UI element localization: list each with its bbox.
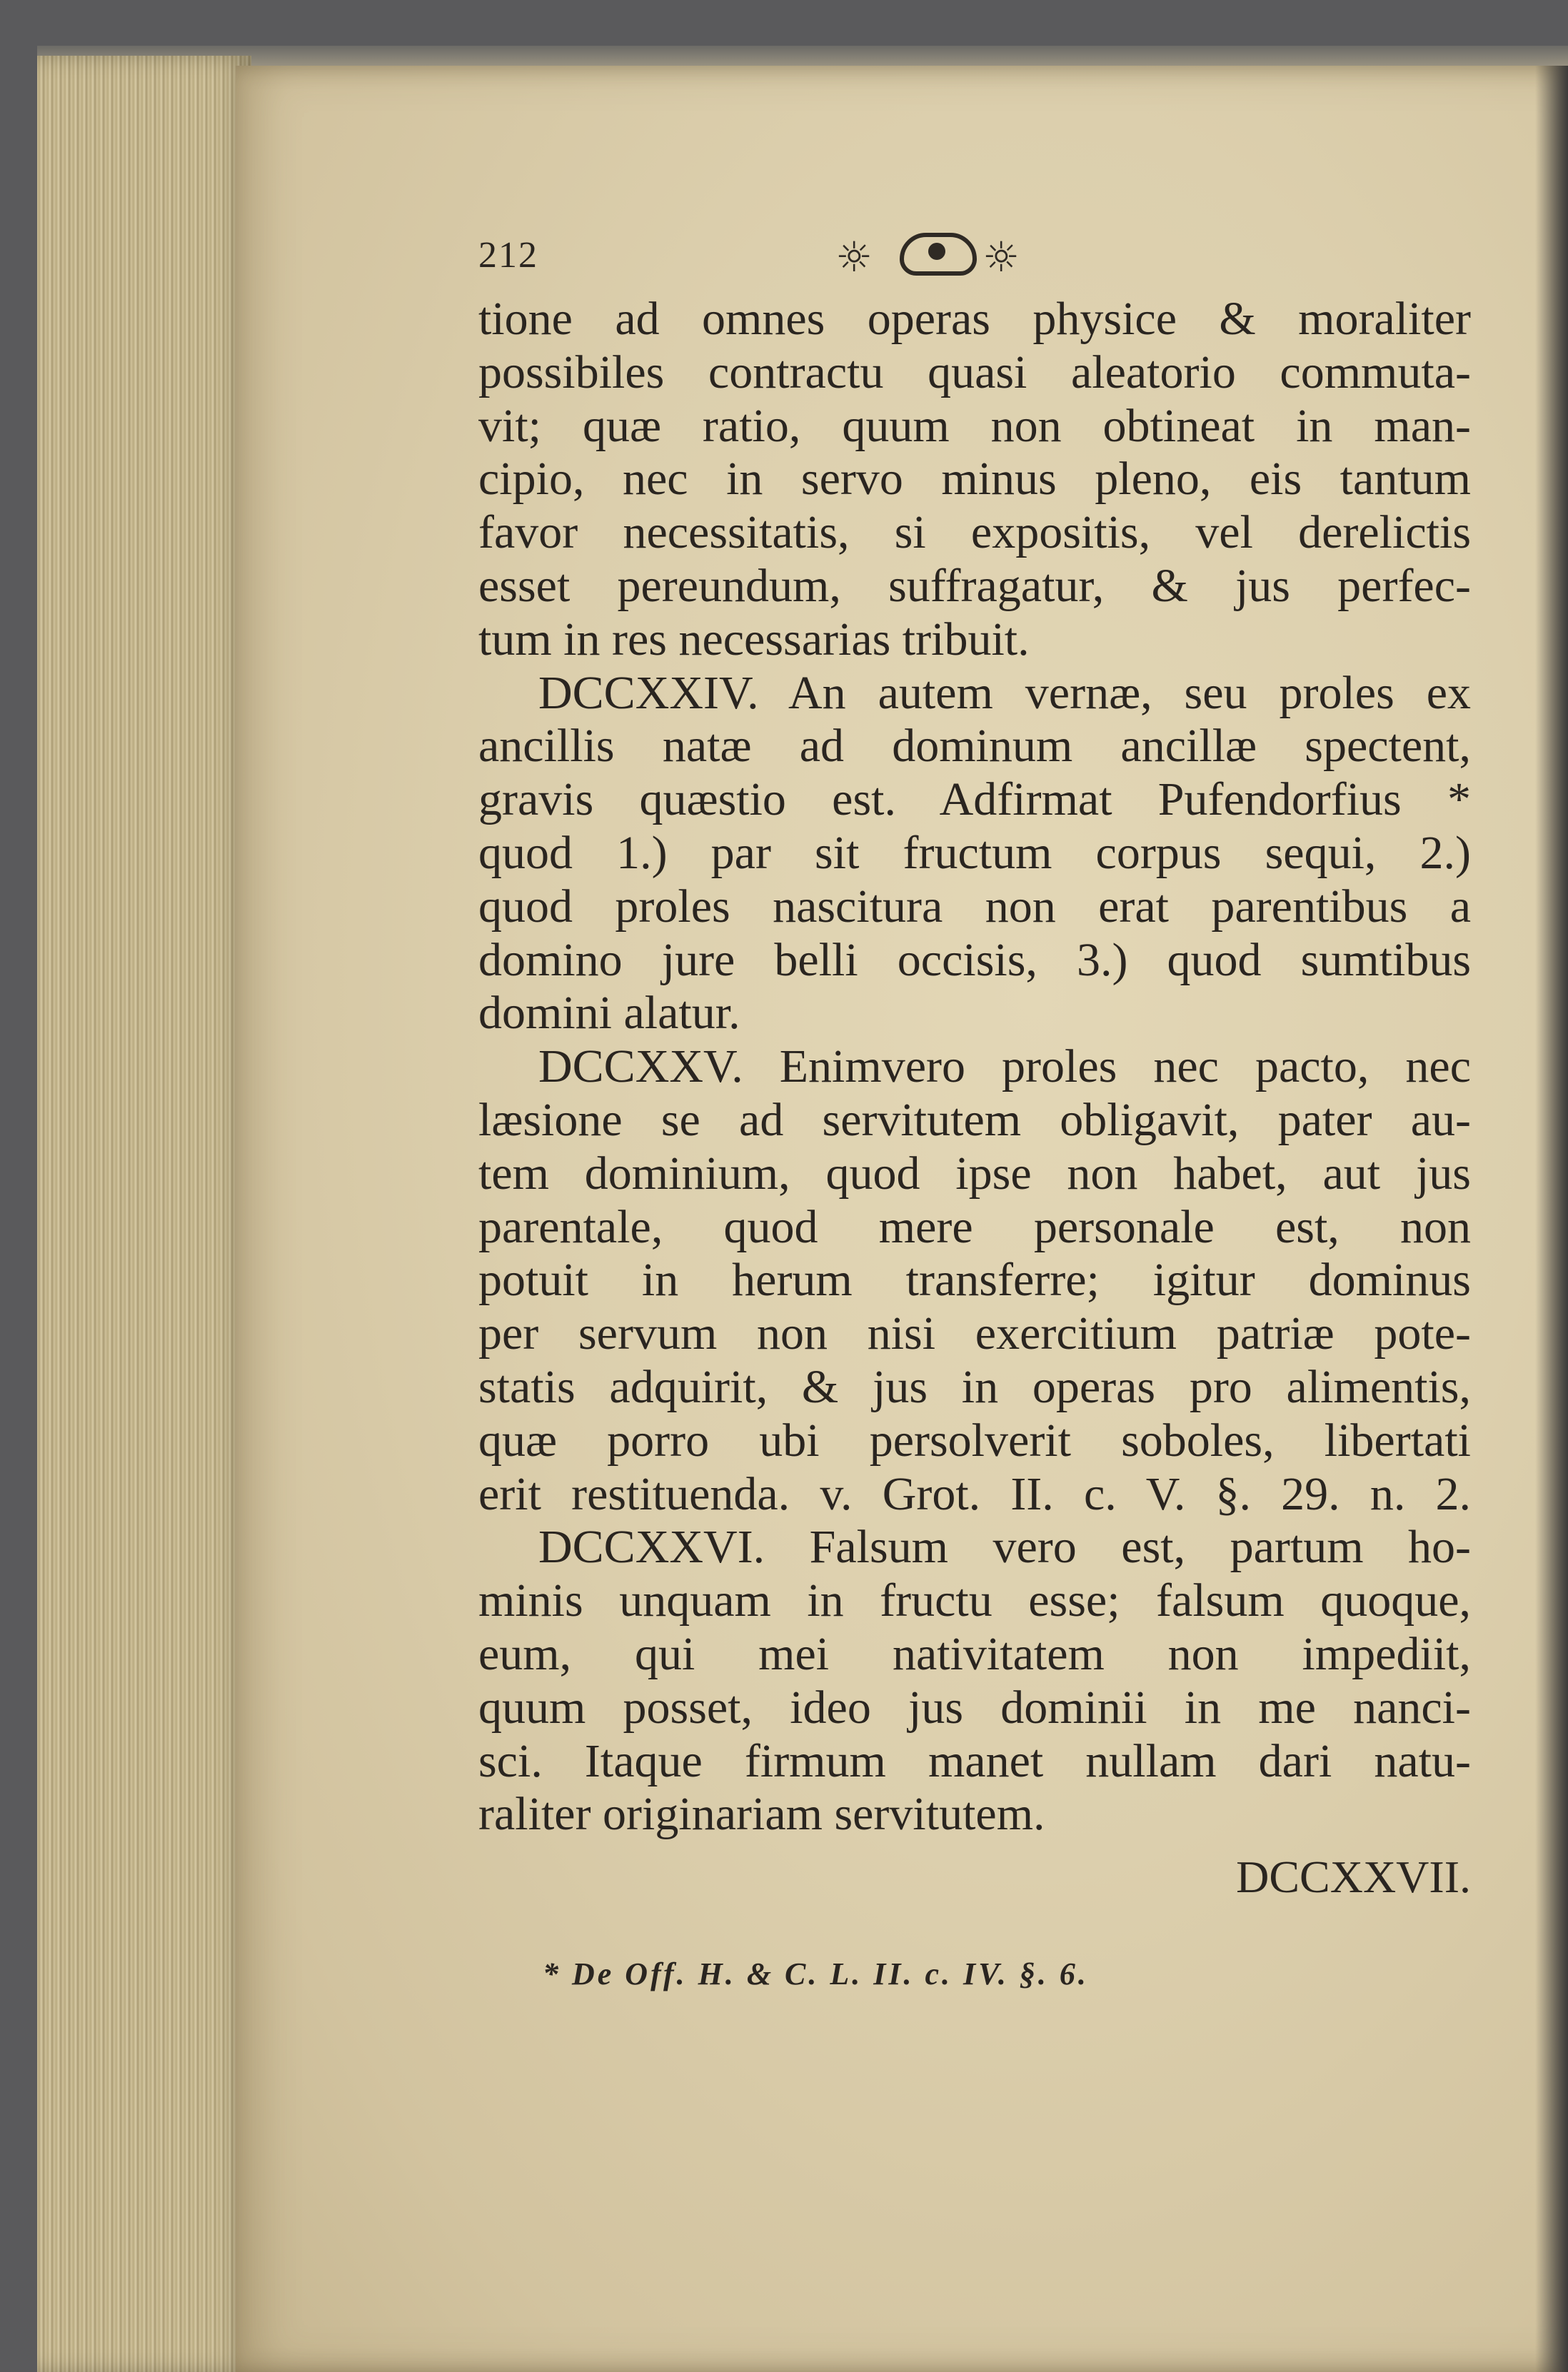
text-line: læsione se ad servitutem obligavit, pater au- — [478, 1093, 1471, 1146]
text-line: gravis quæstio est. Adfirmat Pufendorfius * — [478, 773, 1471, 826]
text-line: tione ad omnes operas physice & moraliter — [478, 293, 1471, 345]
sun-ornament-icon: ☼ — [835, 233, 894, 281]
page-right-shadow — [1535, 66, 1568, 2372]
text-line: quod 1.) par sit fructum corpus sequi, 2.) — [478, 826, 1471, 879]
catchword: DCCXXVII. — [1236, 1851, 1471, 1903]
book-top-edge — [37, 46, 1568, 67]
footnote: * De Off. H. & C. L. II. c. IV. §. 6. — [543, 1956, 1089, 1992]
page-number: 212 — [478, 235, 538, 276]
text-line: esset pereundum, suffragatur, & jus perfec- — [478, 559, 1471, 612]
text-line: potuit in herum transferre; igitur dominus — [478, 1254, 1471, 1307]
text-line: tem dominium, quod ipse non habet, aut jus — [478, 1147, 1471, 1200]
paragraph-start-line: DCCXXV. Enimvero proles nec pacto, nec — [538, 1040, 1471, 1093]
text-line: quod proles nascitura non erat parentibus a — [478, 880, 1471, 933]
text-line: raliter originariam servitutem. — [478, 1788, 1045, 1841]
text-line: eum, qui mei nativitatem non impediit, — [478, 1627, 1471, 1680]
text-line: parentale, quod mere personale est, non — [478, 1200, 1471, 1253]
page-text-block — [478, 228, 1471, 1992]
text-line: statis adquirit, & jus in operas pro alimentis, — [478, 1360, 1471, 1413]
text-line: favor necessitatis, si expositis, vel derelictis — [478, 506, 1471, 559]
sun-ornament-icon: ☼ — [982, 233, 1041, 281]
text-line: sci. Itaque firmum manet nullam dari natu- — [478, 1734, 1471, 1787]
text-line: quæ porro ubi persolverit soboles, libertati — [478, 1414, 1471, 1467]
text-line: cipio, nec in servo minus pleno, eis tantum — [478, 453, 1471, 506]
text-line: minis unquam in fructu esse; falsum quoque, — [478, 1574, 1471, 1627]
text-line: tum in res necessarias tribuit. — [478, 613, 1030, 665]
text-line: per servum non nisi exercitium patriæ pote- — [478, 1307, 1471, 1360]
paragraph-start-line: DCCXXVI. Falsum vero est, partum ho- — [538, 1521, 1471, 1574]
running-head — [478, 228, 1471, 293]
book-page-edges — [37, 56, 251, 2372]
body-text — [478, 293, 1471, 1841]
text-line: vit; quæ ratio, quum non obtineat in man- — [478, 399, 1471, 452]
cherub-ornament-icon — [900, 233, 977, 276]
text-line: quum posset, ideo jus dominii in me nanci- — [478, 1681, 1471, 1734]
text-line: erit restituenda. v. Grot. II. c. V. §. 29. n. 2. — [478, 1467, 1471, 1520]
text-line: domino jure belli occisis, 3.) quod sumtibus — [478, 933, 1471, 986]
text-line: ancillis natæ ad dominum ancillæ spectent, — [478, 720, 1471, 773]
paragraph-start-line: DCCXXIV. An autem vernæ, seu proles ex — [538, 666, 1471, 719]
text-line: possibiles contractu quasi aleatorio commuta- — [478, 346, 1471, 398]
header-ornament — [835, 228, 1041, 282]
text-line: domini alatur. — [478, 987, 740, 1040]
